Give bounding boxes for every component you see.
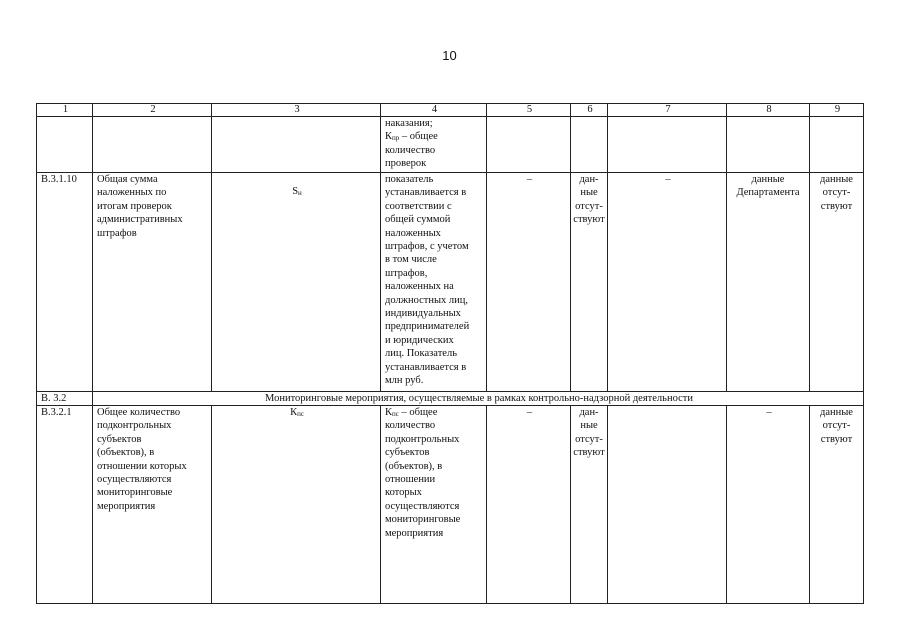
- col7-value: –: [608, 173, 727, 392]
- indicator-name: Общее количество подконтрольных субъектов (объектов), в отношении которых осуществляются мониторинговые мероприятия: [93, 406, 212, 604]
- section-code: В. 3.2: [37, 392, 93, 406]
- col9-value: данные отсут- ствуют: [810, 173, 864, 392]
- indicator-table: [36, 103, 864, 604]
- col8-value: –: [727, 406, 810, 604]
- column-number: 2: [93, 104, 212, 117]
- indicator-code: В.3.1.10: [37, 173, 93, 392]
- indicator-row-b321: [37, 406, 864, 604]
- section-row-b32: [37, 392, 864, 406]
- column-number: 8: [727, 104, 810, 117]
- column-number: 6: [571, 104, 608, 117]
- indicator-code: В.3.2.1: [37, 406, 93, 604]
- continuation-description: наказания; $К_{пр}$ – общее количество проверок: [381, 117, 487, 173]
- indicator-symbol: $К_{пс}$: [212, 406, 381, 604]
- indicator-description: $К_{пс}$ – общее количество подконтрольных субъектов (объектов), в отношении которых осуществляются мониторинговые мероприятия: [381, 406, 487, 604]
- column-number: 7: [608, 104, 727, 117]
- col6-value: дан- ные отсут- ствуют: [571, 406, 608, 604]
- indicator-row-b3110: [37, 173, 864, 392]
- section-title: Мониторинговые мероприятия, осуществляемые в рамках контрольно-надзорной деятельности: [93, 392, 864, 406]
- column-number: 3: [212, 104, 381, 117]
- column-number: 9: [810, 104, 864, 117]
- col5-value: –: [487, 406, 571, 604]
- col5-value: –: [487, 173, 571, 392]
- column-number-row: [37, 104, 864, 117]
- indicator-name: Общая сумма наложенных по итогам проверок административных штрафов: [93, 173, 212, 392]
- column-number: 4: [381, 104, 487, 117]
- column-number: 1: [37, 104, 93, 117]
- continuation-row: [37, 117, 864, 173]
- page-number: 10: [442, 48, 457, 63]
- column-number: 5: [487, 104, 571, 117]
- indicator-symbol: $S_н$: [212, 173, 381, 392]
- col8-value: данные Департамента: [727, 173, 810, 392]
- col9-value: данные отсут- ствуют: [810, 406, 864, 604]
- indicator-description: показатель устанавливается в соответствии с общей суммой наложенных штрафов, с учетом в том числе штрафов, наложенных на должностных лиц, индивидуальных предпринимателей и юридических лиц. Показатель устанавливается в млн руб.: [381, 173, 487, 392]
- col6-value: дан- ные отсут- ствуют: [571, 173, 608, 392]
